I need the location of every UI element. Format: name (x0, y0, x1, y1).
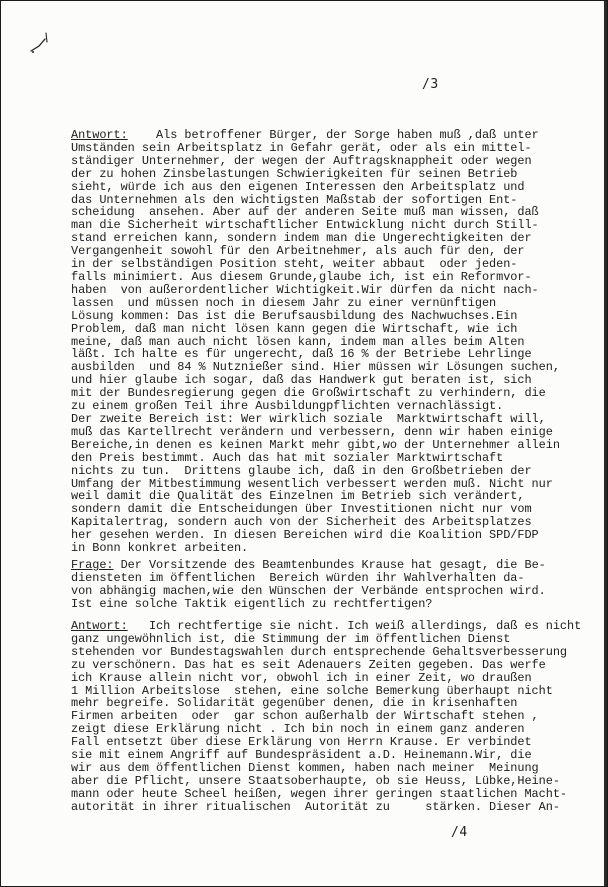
first-line: Der Vorsitzende des Beamtenbundes Krause hat gesagt, die Be- (113, 558, 546, 572)
text-line: aber die Pflicht, unsere Staatsoberhaupte, ob sie Heuss, Lübke,Heine- (71, 773, 560, 788)
page-number-top: /3 (422, 77, 439, 92)
text-line: mehr begreife. Solidarität gegenüber denen, die in krisenhaften (71, 696, 518, 711)
text-line: in Bonn konkret arbeiten. (71, 541, 249, 556)
text-line: Bereiche,in denen es keinen Markt mehr gibt,wo der Unternehmer allein (71, 437, 560, 452)
text-line: sie mit einem Angriff auf Bundespräsident a.D. Heinemann.Wir, die (71, 748, 532, 763)
text-line: mit der Bundesregierung gegen die Großwirtschaft zu verhindern, die (71, 386, 546, 401)
text-line: Lösung kommen: Das ist die Berufsausbildung des Nachwuchses.Ein (71, 308, 518, 323)
text-line: läßt. Ich halte es für ungerecht, daß 16 % der Betriebe Lehrlinge (71, 347, 532, 362)
question-block (71, 559, 571, 611)
text-line: diensteten im öffentlichen Bereich würden ihr Wahlverhalten da- (71, 570, 525, 585)
text-line: Ist eine solche Taktik eigentlich zu rechtfertigen? (71, 596, 433, 611)
text-line: das Unternehmen als den wichtigsten Maßstab der sofortigen Ent- (71, 192, 518, 207)
handwritten-mark-icon (27, 29, 57, 63)
text-line: und hier glaube ich sogar, daß das Handwerk gut beraten ist, sich (71, 373, 532, 388)
first-line: Ich rechtfertige sie nicht. Ich weiß allerdings, daß es nicht (127, 619, 582, 633)
text-line: der zu hohen Zinsbelastungen Schwierigkeiten für seinen Betrieb (71, 166, 518, 181)
text-line: falls minimiert. Aus diesem Grunde,glaube ich, ist ein Reformvor- (71, 269, 532, 284)
text-line: autorität in ihrer ritualischen Autorität zu stärken. Dieser An- (71, 799, 560, 814)
answer-block-3 (71, 619, 582, 814)
text-line: man die Sicherheit wirtschaftlicher Entwicklung nicht durch Still- (71, 218, 539, 233)
text-line: von abhängig machen,wie den Wünschen der Verbände entsprochen wird. (71, 583, 546, 598)
text-line: 1 Million Arbeitslose stehen, eine solche Bemerkung überhaupt nicht (71, 683, 553, 698)
text-line: Vergangenheit sowohl für den Arbeitnehmer, als auch für den, der (71, 244, 525, 259)
text-line: ständiger Unternehmer, der wegen der Auftragsknappheit oder wegen (71, 153, 532, 168)
text-line: in der selbständigen Position steht, weiter abbaut oder jeden- (71, 257, 518, 272)
text-line: Umständen sein Arbeitsplatz in Gefahr gerät, oder als ein mittel- (71, 140, 532, 155)
text-line: ganz ungewöhnlich ist, die Stimmung der im öffentlichen Dienst (71, 631, 511, 646)
text-line: haben von außerordentlicher Wichtigkeit.Wir dürfen da nicht nach- (71, 282, 539, 297)
text-line: stand erreichen kann, sondern indem man die Ungerechtigkeiten der (71, 231, 532, 246)
first-line: Als betroffener Bürger, der Sorge haben muß ,daß unter (127, 128, 539, 142)
text-line: wir aus dem öffentlichen Dienst kommen, haben nach meiner Meinung (71, 760, 539, 775)
text-line: Umfang der Mitbestimmung wesentlich verbessert werden muß. Nicht nur (71, 476, 553, 491)
text-line: Kapitalertrag, sondern auch von der Sicherheit des Arbeitsplatzes (71, 515, 532, 530)
speaker-label: Antwort: (71, 128, 128, 142)
text-line: mann oder heute Scheel heißen, wegen ihrer geringen staatlichen Macht- (71, 786, 567, 801)
text-line: Firmen arbeiten oder gar schon außerhalb der Wirtschaft stehen , (71, 709, 539, 724)
text-line: sondern damit die Entscheidungen über Investitionen nicht nur vom (71, 502, 532, 517)
text-line: zu einem großen Teil ihre Ausbildungpflichten vernachlässigt. (71, 399, 504, 414)
text-line: ausbilden und 84 % Nutznießer sind. Hier müssen wir Lösungen suchen, (71, 360, 560, 375)
text-line: sieht, würde ich aus den eigenen Interessen den Arbeitsplatz und (71, 179, 525, 194)
text-line: Der zweite Bereich ist: Wer wirklich soziale Marktwirtschaft will, (71, 412, 546, 426)
text-line: Problem, daß man nicht lösen kann gegen die Wirtschaft, wie ich (71, 321, 518, 336)
text-line: zu verschönern. Das hat es seit Adenauers Zeiten gegeben. Das werfe (71, 657, 546, 672)
text-line: stehenden vor Bundestagswahlen durch entsprechende Gehaltsverbesserung (71, 644, 567, 659)
text-line: weil damit die Qualität des Einzelnen im Betrieb sich verändert, (71, 489, 525, 504)
text-line: her gesehen werden. In diesen Bereichen wird die Koalition SPD/FDP (71, 528, 539, 543)
text-line: Fall entsetzt über diese Erklärung von Herrn Krause. Er verbindet (71, 735, 532, 750)
text-line: nichts zu tun. Drittens glaube ich, daß in den Großbetrieben der (71, 463, 532, 478)
text-line: scheidung ansehen. Aber auf der anderen Seite muß man wissen, daß (71, 205, 539, 220)
scan-edge-shadow (604, 1, 607, 886)
text-line: meine, daß man auch nicht lösen kann, indem man alles beim Alten (71, 334, 525, 349)
text-line: den Preis bestimmt. Auch das hat mit sozialer Marktwirtschaft (71, 450, 504, 465)
text-line: ich Krause allein nicht vor, obwohl ich in einer Zeit, wo draußen (71, 670, 532, 685)
speaker-label: Antwort: (71, 619, 128, 633)
page-number-bottom: /4 (451, 825, 468, 840)
text-line: lassen und müssen noch in diesem Jahr zu einer vernünftigen (71, 295, 497, 310)
answer-block-2 (71, 413, 571, 555)
speaker-label: Frage: (71, 558, 114, 572)
answer-block-1 (71, 129, 571, 413)
text-line: zeigt diese Erklärung nicht . Ich bin noch in einem ganz anderen (71, 722, 525, 737)
text-line: muß das Kartellrecht verändern und verbessern, denn wir haben einige (71, 424, 553, 439)
